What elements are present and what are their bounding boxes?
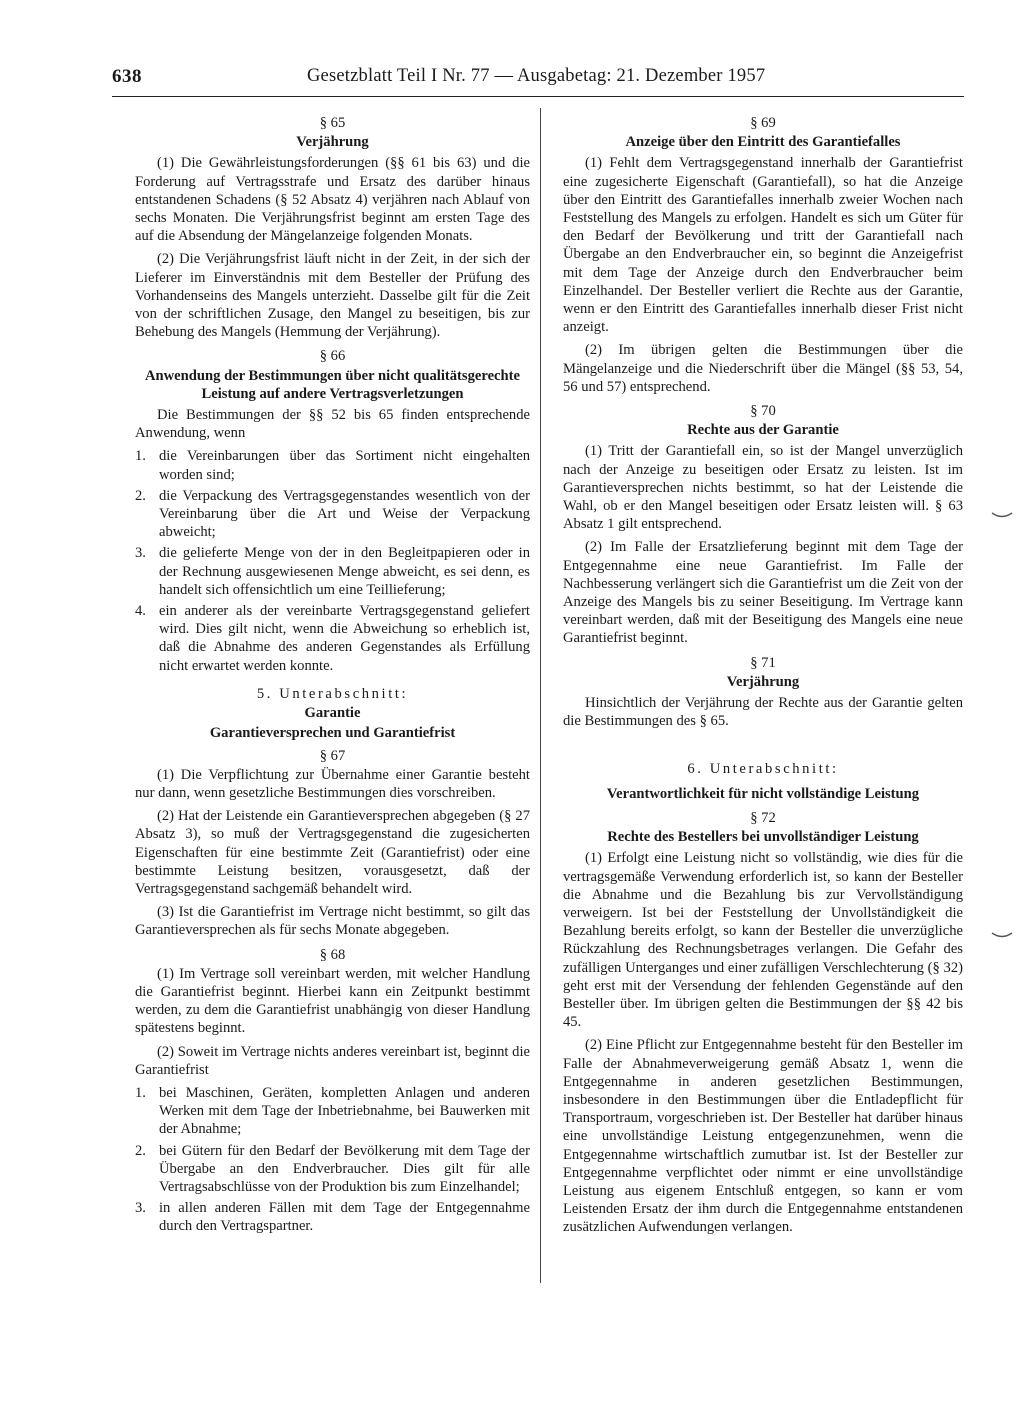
section-number: § 67 xyxy=(319,747,346,764)
paragraph: (1) Tritt der Garantiefall ein, so ist der Mangel unverzüglich nach der Anzeige zu beseitigen oder Ersatz zu leisten. Ist im Garantieversprechen nichts bestimmt, so hat der Leistende die Wahl, ob er den Mangel beseitigen oder Ersatz leisten will. § 63 Absatz 1 gilt entsprechend. xyxy=(563,443,963,533)
section-title: Verjährung xyxy=(296,134,369,151)
left-column xyxy=(135,108,530,1240)
section-title: Anwendung der Bestimmungen über nicht qualitätsgerechte Leistung auf andere Vertragsverletzungen xyxy=(144,367,520,402)
section-number: § 71 xyxy=(750,654,776,671)
list-item: 3. in allen anderen Fällen mit dem Tage der Entgegennahme durch den Vertragspartner. xyxy=(135,1200,530,1235)
running-title: Gesetzblatt Teil I Nr. 77 — Ausgabetag: 21. Dezember 1957 xyxy=(307,66,766,86)
section-title: Anzeige über den Eintritt des Garantiefalles xyxy=(625,134,901,151)
margin-mark xyxy=(990,510,1014,520)
section-number: § 65 xyxy=(319,115,346,131)
subsection-heading: 5. Unterabschnitt: xyxy=(256,685,409,702)
paragraph: (2) Im übrigen gelten die Bestimmungen über die Mängelanzeige und die Niederschrift über die Mängel (§§ 53, 54, 56 und 57) entsprechend. xyxy=(563,342,963,395)
paragraph: (2) Im Falle der Ersatzlieferung beginnt mit dem Tage der Entgegennahme eine neue Garantiefrist. Im Falle der Nachbesserung verlängert sich die Garantiefrist um die Zeit von der Anzeige des Mangels bis zu seiner Beseitigung. Im Vertrage kann vereinbart werden, daß mit der Beseitigung des Mangels eine neue Garantiefrist beginnt. xyxy=(563,539,963,647)
list-item: 4. ein anderer als der vereinbarte Vertragsgegenstand geliefert wird. Dies gilt nicht, wenn die Abweichung so erheblich ist, daß die Abnahme des anderen Gegenstandes als Erfüllung nicht erwartet werden konnte. xyxy=(135,603,530,674)
subsection-subtitle: Garantieversprechen und Garantiefrist xyxy=(209,725,456,742)
paragraph: (1) Die Gewährleistungsforderungen (§§ 61 bis 63) und die Forderung auf Vertragsstrafe und Ersatz des darüber hinaus entstandenen Schadens (§ 52 Absatz 4) verjähren nach Ablauf von sechs Monaten. Die Verjährungsfrist beginnt am ersten Tage des auf die Absendung der Mängelanzeige folgenden Monats. xyxy=(135,155,530,245)
paragraph: (1) Die Verpflichtung zur Übernahme einer Garantie besteht nur dann, wenn gesetzliche Bestimmungen dies vorschreiben. xyxy=(135,766,530,801)
section-title: Rechte aus der Garantie xyxy=(687,422,839,439)
section-number: § 69 xyxy=(750,115,776,131)
list-item: 2. die Verpackung des Vertragsgegenstandes wesentlich von der Vereinbarung über die Art und Weise der Verpackung abweicht; xyxy=(135,487,530,541)
paragraph: (2) Die Verjährungsfrist läuft nicht in der Zeit, in der sich der Lieferer im Einverständnis mit dem Besteller der Prüfung des Vorhandenseins des Mangels unterzieht. Dasselbe gilt für die Zeit von der schriftlichen Zusage, den Mangel zu beseitigen, bis zur Behebung des Mangels (Hemmung der Verjährung). xyxy=(135,251,530,341)
section-title: Rechte des Bestellers bei unvollständiger Leistung xyxy=(607,829,919,846)
section-number: § 70 xyxy=(750,403,776,420)
section-title: Verjährung xyxy=(726,673,800,690)
page-number: 638 xyxy=(112,66,142,87)
list-item: 1. bei Maschinen, Geräten, kompletten Anlagen und anderen Werken mit dem Tage der Inbetriebnahme, bei Bauwerken mit der Abnahme; xyxy=(135,1084,530,1138)
paragraph: (1) Fehlt dem Vertragsgegenstand innerhalb der Garantiefrist eine zugesicherte Eigenschaft (Garantiefall), so hat die Anzeige über den Eintritt des Garantiefalles innerhalb zweier Wochen nach Feststellung des Mangels zu erfolgen. Handelt es sich um Güter für den Bedarf der Bevölkerung und tritt der Garantiefall nach Übergabe an den Endverbraucher ein, so beginnt die Anzeigefrist mit dem Tage der Anzeige durch den Endverbraucher beim Einzelhandel. Der Besteller verliert die Rechte aus der Garantie, wenn er den Eintritt des Garantiefalles innerhalb dieser Frist nicht anzeigt. xyxy=(563,155,963,336)
column-divider xyxy=(540,108,541,1283)
subsection-title: Garantie xyxy=(304,705,361,722)
numbered-list xyxy=(135,447,530,674)
list-item: 2. bei Gütern für den Bedarf der Bevölkerung mit dem Tage der Übergabe an den Endverbraucher. Dies gilt für alle Vertragsabschlüsse von der Produktion bis zum Einzelhandel; xyxy=(135,1142,530,1195)
paragraph: (1) Erfolgt eine Leistung nicht so vollständig, wie dies für die vertragsgemäße Verwendung erforderlich ist, so kann der Besteller die Abnahme und die Bezahlung bis zur Vervollständigung verweigern. Ist bei der Feststellung der Unvollständigkeit die Bezahlung bereits erfolgt, so kann der Besteller die unverzügliche Rückzahlung des Rechnungsbetrages verlangen. Die Gefahr des zufälligen Unterganges und einer zufälligen Verschlechterung (§ 32) geht erst mit der Versendung der fehlenden Gegenstände auf den Besteller über. Im übrigen gelten die Bestimmungen der §§ 42 bis 45. xyxy=(563,850,963,1031)
list-item: 1. die Vereinbarungen über das Sortiment nicht eingehalten worden sind; xyxy=(135,448,530,483)
page-header xyxy=(112,66,964,97)
paragraph: Hinsichtlich der Verjährung der Rechte aus der Garantie gelten die Bestimmungen des § 65. xyxy=(563,695,963,730)
paragraph: Die Bestimmungen der §§ 52 bis 65 finden entsprechende Anwendung, wenn xyxy=(135,407,530,442)
section-number: § 68 xyxy=(319,946,346,963)
paragraph: (3) Ist die Garantiefrist im Vertrage nicht bestimmt, so gilt das Garantieversprechen als für sechs Monate abgegeben. xyxy=(135,904,530,939)
list-item: 3. die gelieferte Menge von der in den Begleitpapieren oder in der Rechnung ausgewiesenen Menge abweicht, es sei denn, es handelt sich offensichtlich um eine Teillieferung; xyxy=(135,545,530,598)
paragraph: (2) Hat der Leistende ein Garantieversprechen abgegeben (§ 27 Absatz 3), so muß der Vertragsgegenstand die zugesicherten Eigenschaften für eine bestimmte Zeit (Garantiefrist) oder eine bestimmte Leistung besitzen, vorausgesetzt, daß der Vertragsgegenstand sachgemäß behandelt wird. xyxy=(135,808,530,897)
section-number: § 72 xyxy=(750,809,776,826)
paragraph: (2) Soweit im Vertrage nichts anderes vereinbart ist, beginnt die Garantiefrist xyxy=(135,1043,530,1078)
margin-mark xyxy=(990,930,1014,940)
subsection-heading: 6. Unterabschnitt: xyxy=(687,760,839,777)
numbered-list xyxy=(135,1084,530,1236)
right-column xyxy=(563,108,963,1242)
paragraph: (1) Im Vertrage soll vereinbart werden, mit welcher Handlung die Garantiefrist beginnt. Hierbei kann ein Zeitpunkt bestimmt werden, zu dem die Garantiefrist unabhängig von dieser Handlung spätestens beginnt. xyxy=(135,965,530,1037)
section-number: § 66 xyxy=(319,348,346,365)
subsection-title: Verantwortlichkeit für nicht vollständige Leistung xyxy=(606,785,920,802)
paragraph: (2) Eine Pflicht zur Entgegennahme besteht für den Besteller im Falle der Abnahmeverweigerung gemäß Absatz 1, wenn die Entgegennahme in anderen gesetzlichen Bestimmungen, insbesondere in den Bestimmungen über die Entladepflicht für Transportraum, vorgeschrieben ist. Der Besteller hat darüber hinaus eine unvollständige Leistung entgegenzunehmen, wenn die Entgegennahme wirtschaftlich zumutbar ist. Ist der Besteller zur Entgegennahme verpflichtet oder nimmt er eine unvollständige Leistung aus eigenem Entschluß entgegen, so kann er vom Leistenden Ersatz der ihm durch die Entgegennahme entstandenen zusätzlichen Aufwendungen verlangen. xyxy=(563,1037,963,1236)
